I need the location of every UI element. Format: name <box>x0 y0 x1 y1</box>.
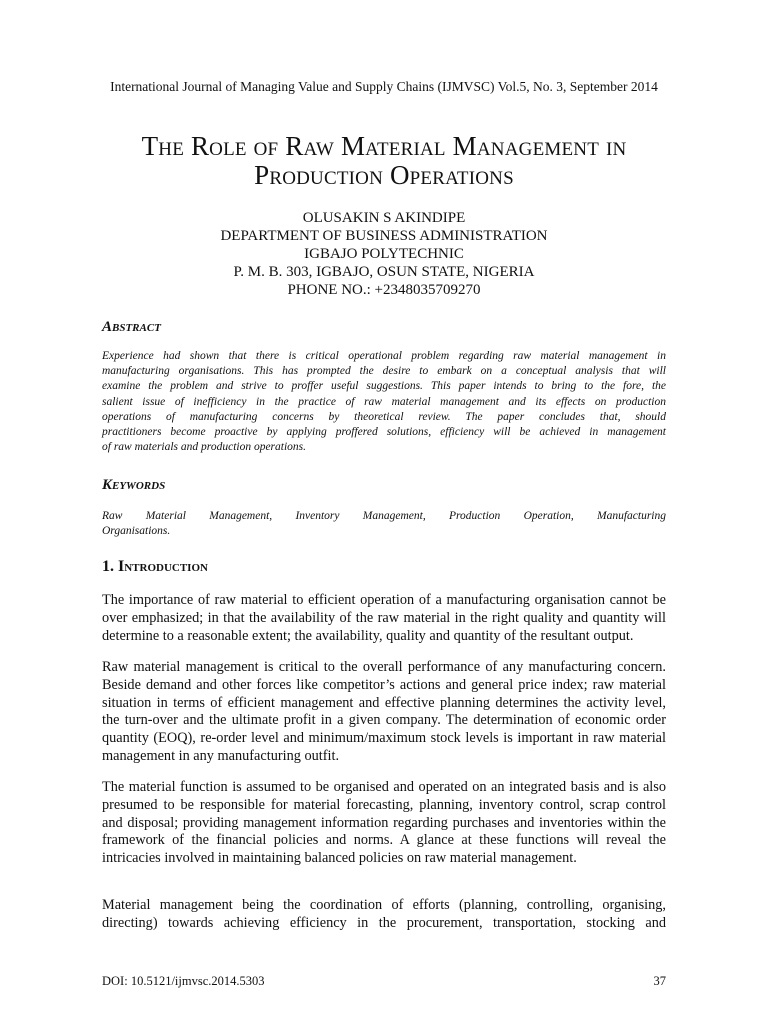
paper-title-line-1: The Role of Raw Material Management in <box>141 131 627 161</box>
text-line: salient issue of inefficiency in the practice of raw material management and its effects on production <box>102 395 666 408</box>
text-line: operations of manufacturing concerns by theoretical review. The paper concludes that, should <box>102 410 666 423</box>
text-line: presumed to be responsible for material forecasting, planning, inventory control, scrap control <box>102 796 666 813</box>
text-line: The material function is assumed to be organised and operated on an integrated basis and is also <box>102 779 666 795</box>
text-line: quantity (EOQ), re-order level and minimum/maximum stock levels is important in raw material <box>102 730 666 747</box>
text-line: manufacturing organisations. This has prompted the desire to embark on a conceptual analysis that will <box>102 365 666 378</box>
text-line: Material management being the coordination of efforts (planning, controlling, organising, <box>102 897 666 913</box>
text-line: Organisations. <box>102 525 171 538</box>
author-department: DEPARTMENT OF BUSINESS ADMINISTRATION <box>220 228 548 244</box>
text-line: Experience had shown that there is critical operational problem regarding raw material management in <box>102 350 666 362</box>
paper-title-line-2: Production Operations <box>254 160 514 190</box>
text-line: situation in terms of efficient management and effective planning determines the activity level, <box>102 694 666 711</box>
text-line: the turn-over and the ultimate profit in a given company. The determination of economic order <box>102 712 666 729</box>
text-line: determine to a reasonable extent; the availability, quality and quantity of the resultant output. <box>102 627 634 644</box>
paragraph <box>102 592 666 645</box>
paragraph <box>102 659 666 766</box>
keywords-heading: Keywords <box>102 477 166 493</box>
text-line: Raw material management is critical to the overall performance of any manufacturing concern. <box>102 659 666 675</box>
author-name: OLUSAKIN S AKINDIPE <box>302 210 466 226</box>
abstract-text <box>102 349 666 455</box>
introduction-heading: 1. Introduction <box>102 558 208 575</box>
text-line: Beside demand and other forces like competitor’s actions and general price index; raw material <box>102 676 666 693</box>
text-line: directing) towards achieving efficiency in the procurement, transportation, stocking and <box>102 914 666 931</box>
paragraph <box>102 779 666 868</box>
keywords-text <box>102 509 666 539</box>
text-line: framework of the financial policies and norms. A glance at these functions will reveal the <box>102 832 666 849</box>
text-line: of raw materials and production operations. <box>102 441 307 454</box>
paragraph <box>102 897 666 933</box>
running-header: International Journal of Managing Value and Supply Chains (IJMVSC) Vol.5, No. 3, September 2014 <box>110 79 658 94</box>
author-institution: IGBAJO POLYTECHNIC <box>304 246 464 262</box>
text-line: examine the problem and strive to proffer useful suggestions. This paper intends to bring to the fore, the <box>102 380 666 393</box>
text-line: practitioners become proactive by applying proffered solutions, efficiency will be achieved in management <box>102 426 666 439</box>
abstract-heading: Abstract <box>102 319 161 335</box>
text-line: over emphasized; in that the availability of the raw material in the right quality and quantity will <box>102 609 666 626</box>
page-number: 37 <box>653 974 666 988</box>
author-phone: PHONE NO.: +2348035709270 <box>287 282 481 298</box>
author-address: P. M. B. 303, IGBAJO, OSUN STATE, NIGERIA <box>233 264 535 280</box>
author-block <box>0 209 768 299</box>
footer-doi: DOI: 10.5121/ijmvsc.2014.5303 <box>102 974 265 988</box>
text-line: Raw Material Management, Inventory Management, Production Operation, Manufacturing <box>102 510 666 522</box>
text-line: The importance of raw material to efficient operation of a manufacturing organisation cannot be <box>102 592 666 608</box>
text-line: and disposal; providing management information regarding purchases and inventories within the <box>102 814 666 831</box>
text-line: management in any manufacturing outfit. <box>102 747 340 764</box>
text-line: intricacies involved in maintaining balanced policies on raw material management. <box>102 850 577 867</box>
